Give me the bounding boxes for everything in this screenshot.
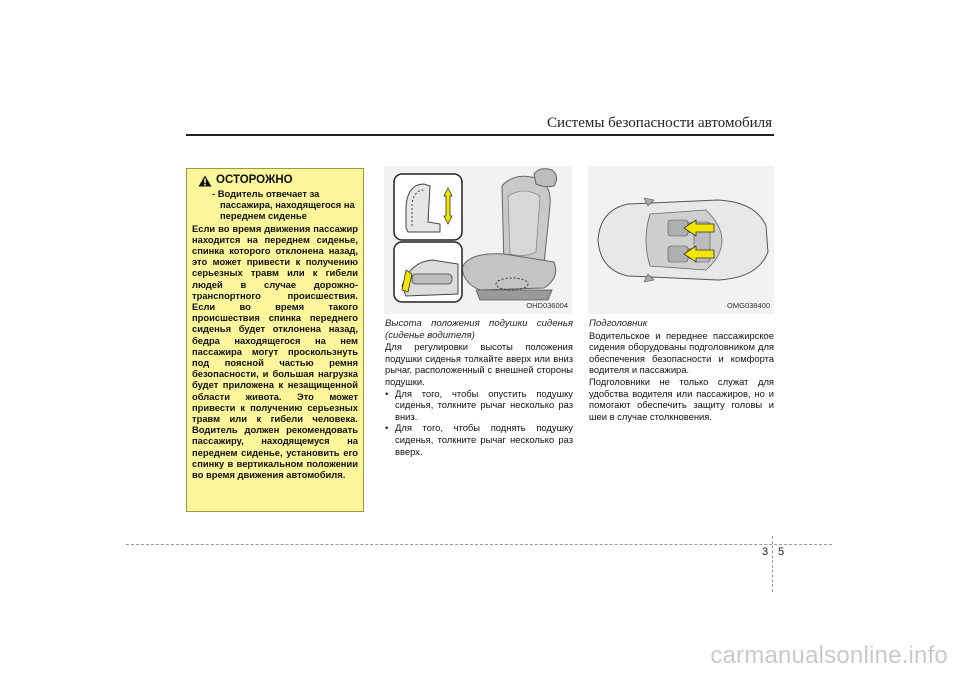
headrest-text-2: Подголовники не только служат для удобства водителя или пассажиров, но и помогают обеспечить защиту головы и шеи в случае столкновения.: [589, 375, 774, 422]
warning-subtitle: - Водитель отвечает за пассажира, находящегося на переднем сиденье: [212, 188, 355, 222]
list-item-text: Для того, чтобы опустить подушку сиденья, толкните рычаг несколько раз вниз.: [395, 387, 573, 422]
headrest-text-1: Водительское и переднее пассажирское сидения оборудованы подголовником для обеспечения безопасности и комфорта водителя и пассажира.: [589, 329, 774, 376]
seat-height-title: Высота положения подушки сиденья (сиденье водителя): [385, 318, 573, 341]
footer-rule: [126, 544, 832, 545]
list-item: • Для того, чтобы поднять подушку сиденья, толкните рычаг несколько раз вверх.: [385, 422, 573, 457]
seat-height-section: [385, 318, 573, 457]
headrest-title: Подголовник: [589, 318, 648, 329]
warning-triangle-icon: [198, 175, 212, 187]
seat-height-figure: [384, 166, 572, 314]
section-title: Системы безопасности автомобиля: [546, 115, 772, 131]
figure-code: OMG038400: [727, 301, 770, 310]
headrest-section: [589, 318, 774, 422]
warning-box: [186, 168, 364, 512]
warning-header: [198, 175, 358, 187]
chapter-number: 3: [762, 546, 769, 558]
list-item: • Для того, чтобы опустить подушку сиденья, толкните рычаг несколько раз вниз.: [385, 387, 573, 422]
page-number: 5: [778, 546, 785, 558]
header-rule: [186, 134, 774, 136]
car-illustration: [588, 166, 774, 314]
warning-title: ОСТОРОЖНО: [216, 174, 293, 187]
list-item-text: Для того, чтобы поднять подушку сиденья, толкните рычаг несколько раз вверх.: [395, 422, 573, 457]
footer-divider: [772, 536, 773, 592]
seat-height-intro: Для регулировки высоты положения подушки сиденья толкайте вверх или вниз рычаг, расположенный с внешней стороны подушки.: [385, 341, 573, 387]
headrest-figure: [588, 166, 774, 314]
warning-body: Если во время движения пассажир находится на переднем сиденье, спинка которого отклонена назад, это может привести к получению серьезных травм или к гибели людей в случае дорожно-транспортного происшествия. Если во время такого происшествия спинка переднего сиденья будет отклонена назад, бедра находящегося на нем пассажира могут проскользнуть под поясной частью ремня безопасности, и большая нагрузка будет приложена к незащищенной области живота. Это может привести к получению серьезных травм или к гибели человека. Водитель должен рекомендовать пассажиру, находящемуся на переднем сиденье, установить его спинку в вертикальном положении во время движения автомобиля.: [192, 222, 358, 481]
seat-illustration: [384, 166, 572, 314]
watermark: carmanualsonline.info: [710, 642, 948, 669]
figure-code: OHD036004: [526, 301, 568, 310]
